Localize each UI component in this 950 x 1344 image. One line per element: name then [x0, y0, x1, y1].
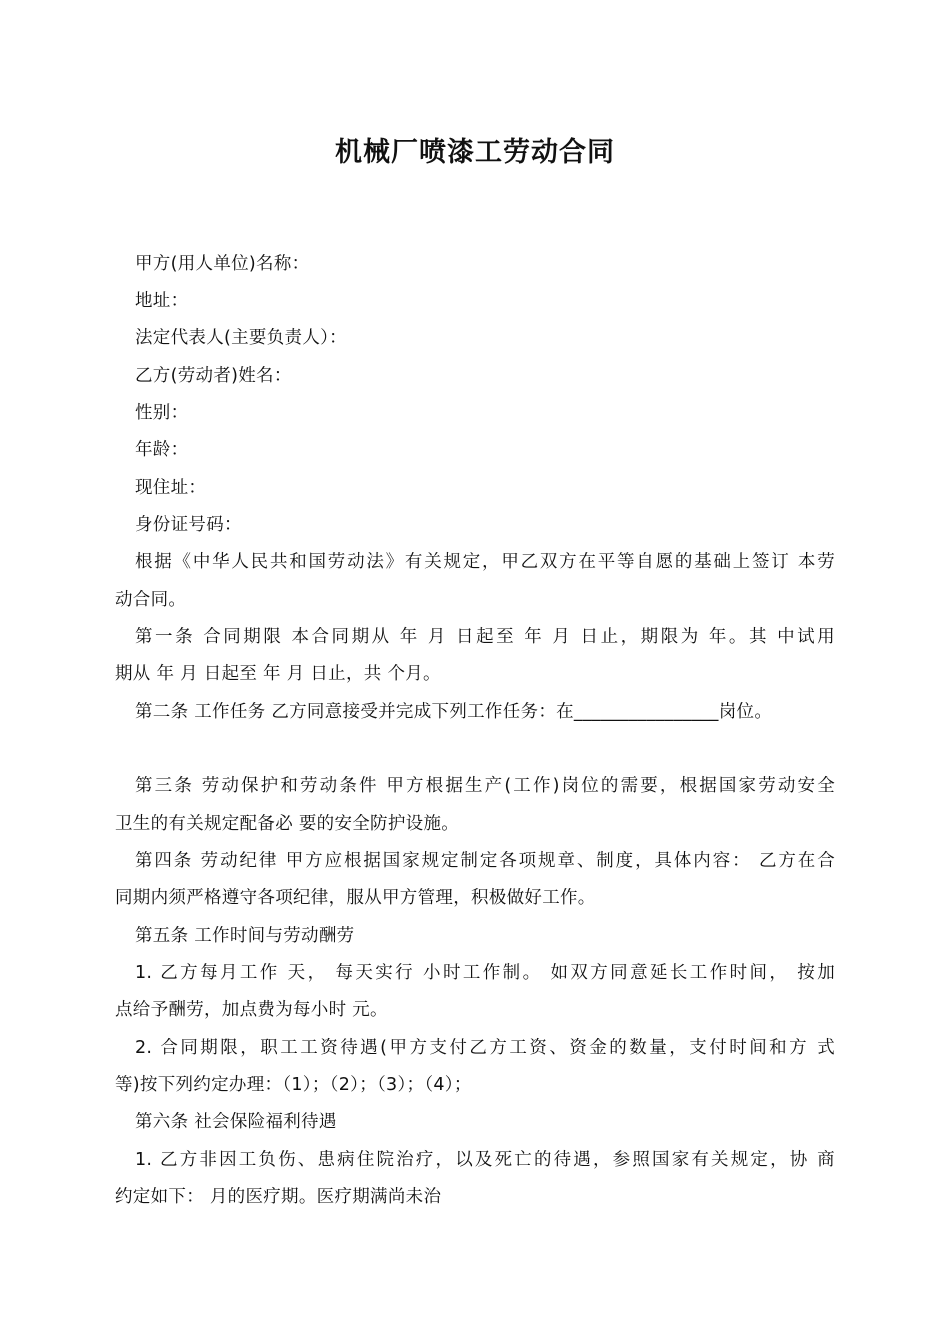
address-line: 地址：	[135, 291, 189, 311]
article-6-heading: 第六条 社会保险福利待遇	[135, 1112, 337, 1132]
article-5-item-1-line-2: 点给予酬劳，加点费为每小时 元。	[115, 1000, 388, 1020]
party-a-name-line: 甲方(用人单位)名称：	[135, 254, 310, 274]
age-line: 年龄：	[135, 440, 189, 460]
article-6-item-1-line-2: 约定如下： 月的医疗期。医疗期满尚未治	[115, 1187, 442, 1207]
article-1-line-2: 期从 年 月 日起至 年 月 日止，共 个月。	[115, 664, 441, 684]
preamble-line-2: 动合同。	[115, 590, 187, 610]
id-number-line: 身份证号码：	[135, 515, 242, 535]
article-1-line-1: 第一条 合同期限 本合同期从 年 月 日起至 年 月 日止，期限为 年。其 中试用	[135, 627, 835, 647]
article-2-line: 第二条 工作任务 乙方同意接受并完成下列工作任务：在________________岗位。	[135, 702, 773, 722]
article-5-item-2-line-2: 等)按下列约定办理：（1）；（2）；（3）；（4）；	[115, 1075, 472, 1095]
article-3-line-1: 第三条 劳动保护和劳动条件 甲方根据生产(工作)岗位的需要，根据国家劳动安全	[135, 776, 835, 796]
document-title: 机械厂喷漆工劳动合同	[335, 137, 615, 168]
party-b-name-line: 乙方(劳动者)姓名：	[135, 366, 292, 386]
gender-line: 性别：	[135, 403, 189, 423]
legal-representative-line: 法定代表人(主要负责人）：	[135, 328, 347, 348]
article-4-line-1: 第四条 劳动纪律 甲方应根据国家规定制定各项规章、制度，具体内容： 乙方在合	[135, 851, 835, 871]
article-5-item-1-line-1: 1. 乙方每月工作 天， 每天实行 小时工作制。 如双方同意延长工作时间， 按加	[135, 963, 835, 983]
article-6-item-1-line-1: 1. 乙方非因工负伤、患病住院治疗，以及死亡的待遇，参照国家有关规定，协 商	[135, 1150, 835, 1170]
article-4-line-2: 同期内须严格遵守各项纪律，服从甲方管理，积极做好工作。	[115, 888, 596, 908]
current-address-line: 现住址：	[135, 478, 207, 498]
article-3-line-2: 卫生的有关规定配备必 要的安全防护设施。	[115, 814, 460, 834]
article-5-item-2-line-1: 2. 合同期限，职工工资待遇(甲方支付乙方工资、资金的数量，支付时间和方 式	[135, 1038, 835, 1058]
article-5-heading: 第五条 工作时间与劳动酬劳	[135, 926, 355, 946]
preamble-line-1: 根据《中华人民共和国劳动法》有关规定，甲乙双方在平等自愿的基础上签订 本劳	[135, 552, 835, 572]
